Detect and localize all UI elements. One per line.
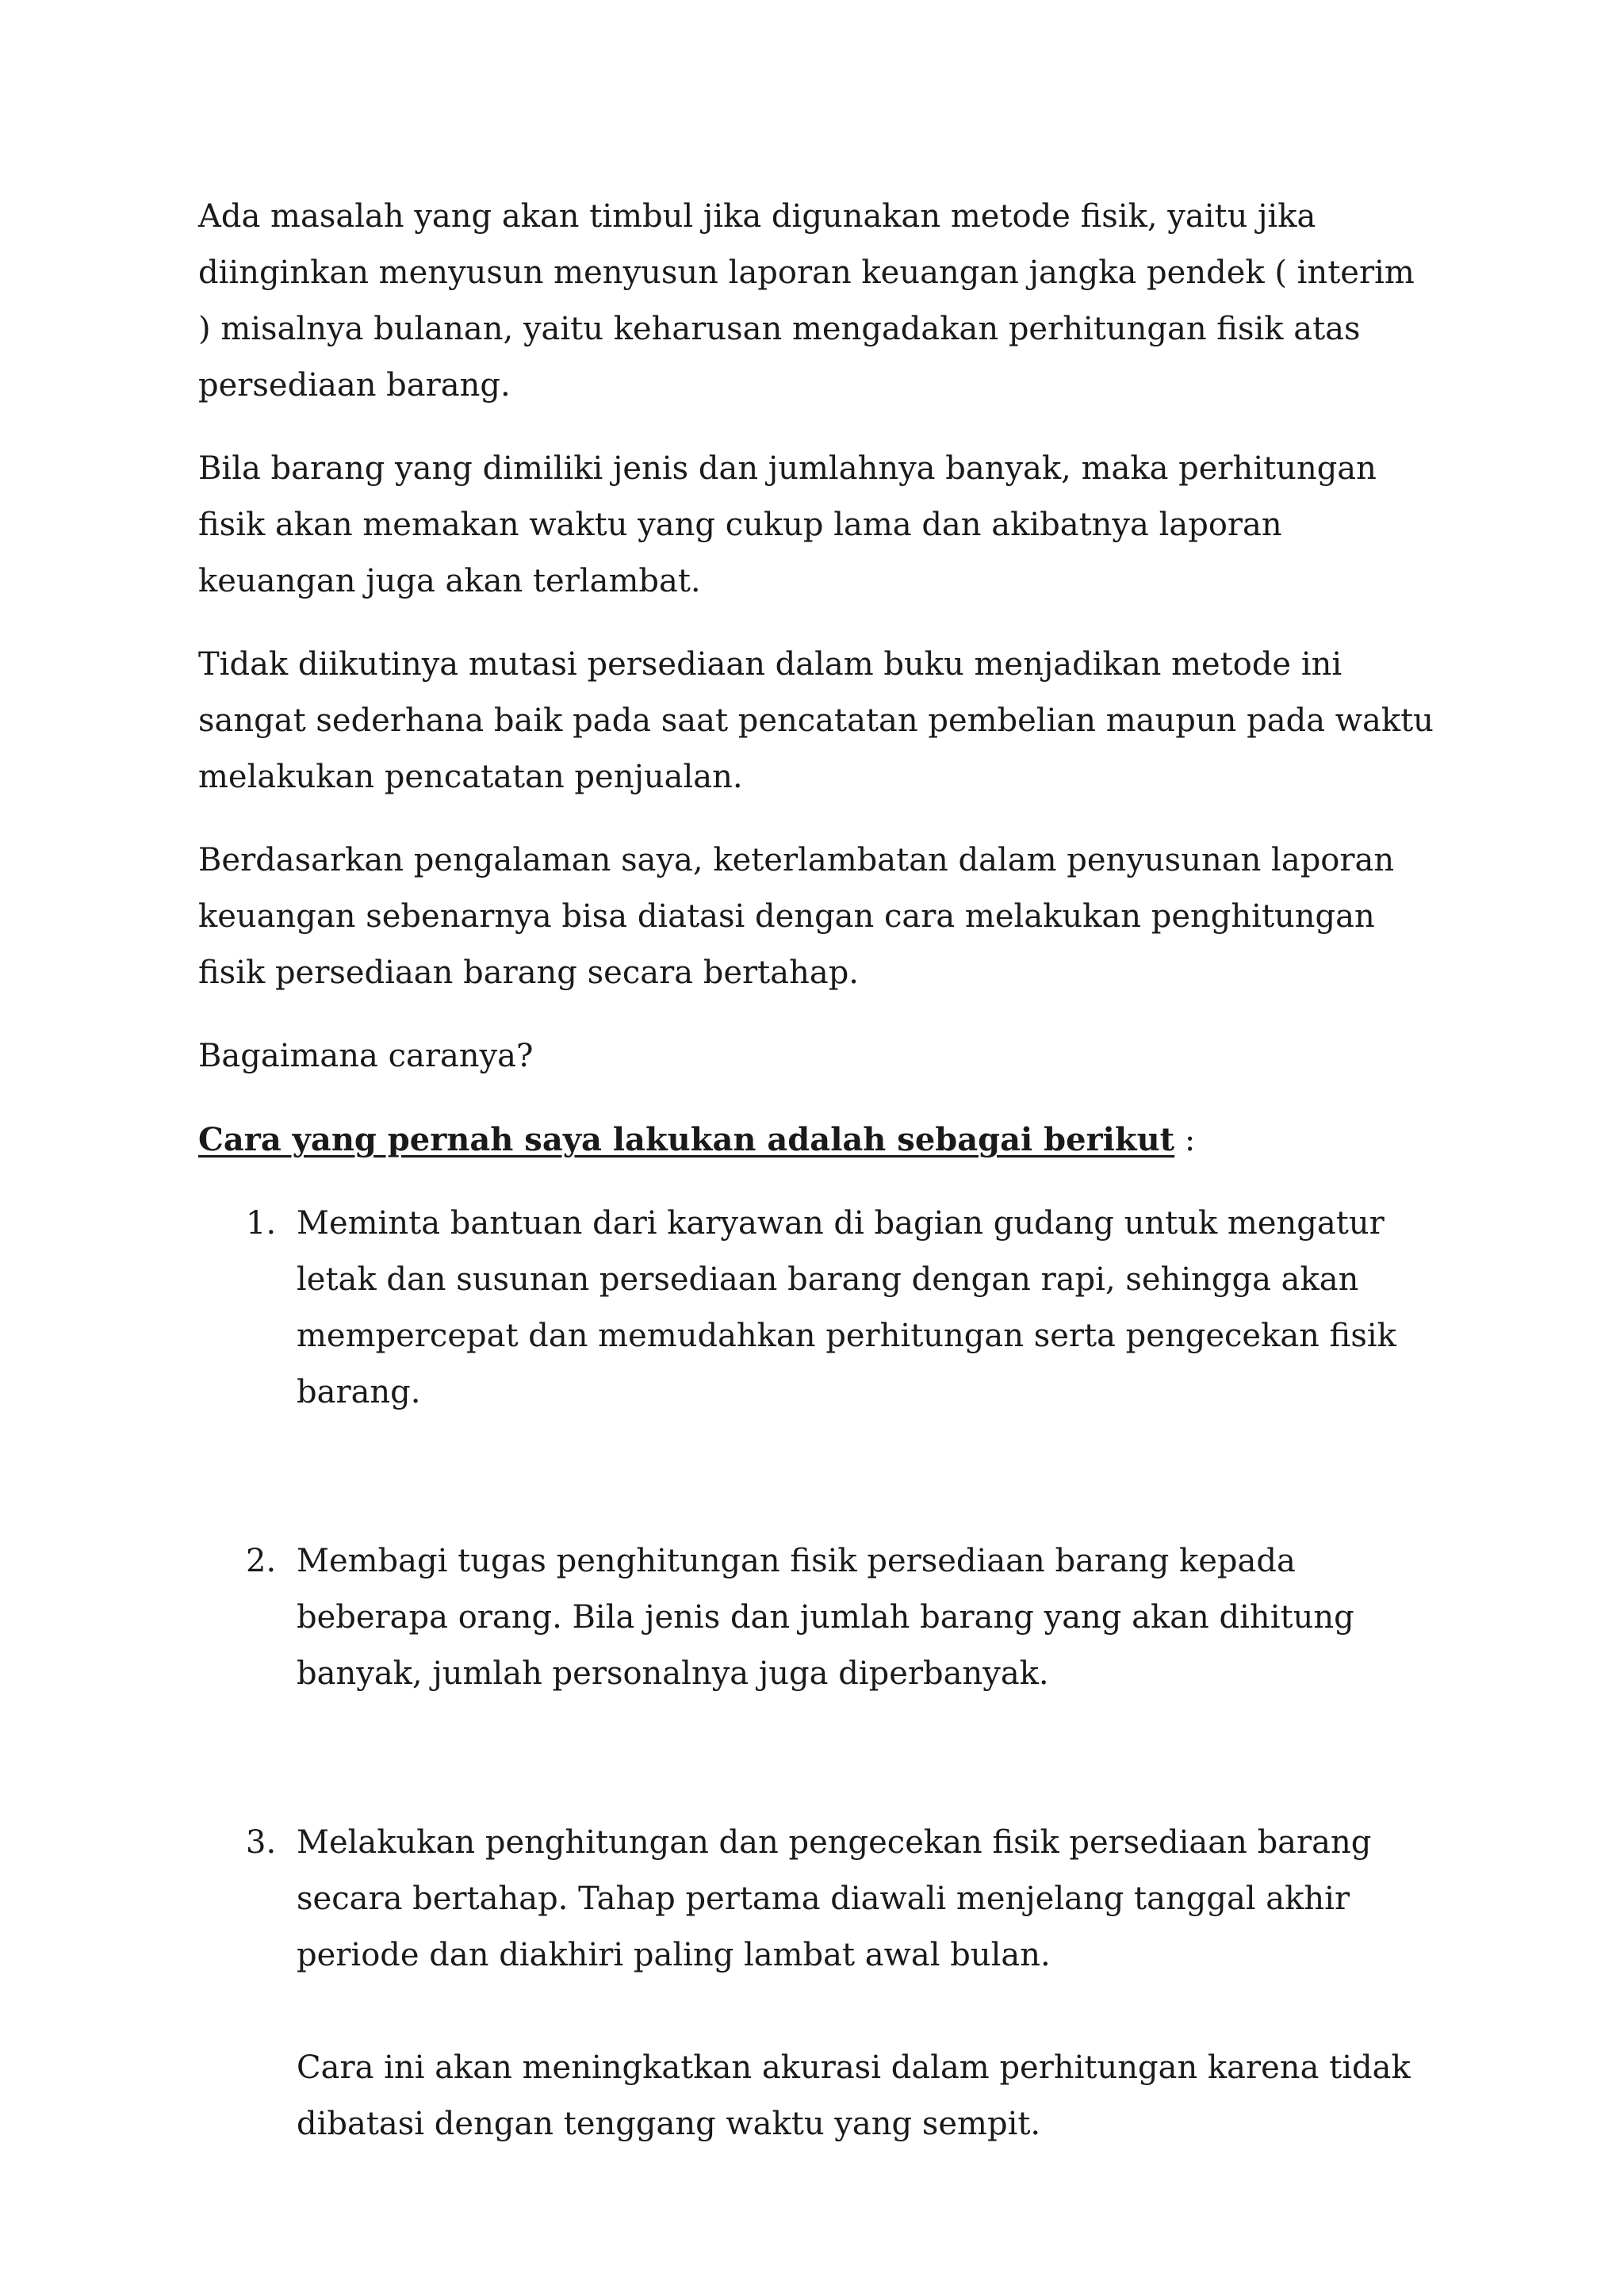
list-item [198,1196,1435,1421]
list-item [198,1533,1435,1702]
list-item-note: Cara ini akan meningkatkan akurasi dalam perhitungan karena tidak dibatasi dengan tenggang waktu yang sempit. [297,2049,1411,2142]
steps-list [198,1196,1435,2152]
paragraph-experience: Berdasarkan pengalaman saya, keterlambatan dalam penyusunan laporan keuangan sebenarnya bisa diatasi dengan cara melakukan penghitungan fisik persediaan barang secara bertahap. [198,842,1395,991]
list-item-text: Melakukan penghitungan dan pengecekan fisik persediaan barang secara bertahap. Tahap pertama diawali menjelang tanggal akhir periode dan diakhiri paling lambat awal bulan. [297,1824,1372,1973]
list-item-text: Meminta bantuan dari karyawan di bagian gudang untuk mengatur letak dan susunan persediaan barang dengan rapi, sehingga akan mempercepat dan memudahkan perhitungan serta pengecekan fisik barang. [297,1205,1396,1410]
list-item-number: 1. [246,1205,277,1242]
section-heading-colon: : [1174,1122,1196,1158]
paragraph-physical-method-problem: Ada masalah yang akan timbul jika digunakan metode fisik, yaitu jika diinginkan menyusun menyusun laporan keuangan jangka pendek ( interim ) misalnya bulanan, yaitu keharusan mengadakan perhitungan fisik atas persediaan barang. [198,198,1415,404]
paragraph-no-mutation: Tidak diikutinya mutasi persediaan dalam buku menjadikan metode ini sangat sederhana baik pada saat pencatatan pembelian maupun pada waktu melakukan pencatatan penjualan. [198,646,1434,795]
list-item-number: 3. [246,1824,277,1861]
paragraph-many-items: Bila barang yang dimiliki jenis dan jumlahnya banyak, maka perhitungan fisik akan memakan waktu yang cukup lama dan akibatnya laporan keuangan juga akan terlambat. [198,450,1377,599]
list-item-text: Membagi tugas penghitungan fisik persediaan barang kepada beberapa orang. Bila jenis dan jumlah barang yang akan dihitung banyak, jumlah personalnya juga diperbanyak. [297,1543,1354,1692]
document-body [198,189,1435,2152]
paragraph-question: Bagaimana caranya? [198,1038,534,1074]
section-heading [198,1112,1435,1169]
section-heading-text: Cara yang pernah saya lakukan adalah sebagai berikut [198,1121,1175,1158]
list-item-number: 2. [246,1543,277,1579]
list-item [198,1815,1435,2152]
